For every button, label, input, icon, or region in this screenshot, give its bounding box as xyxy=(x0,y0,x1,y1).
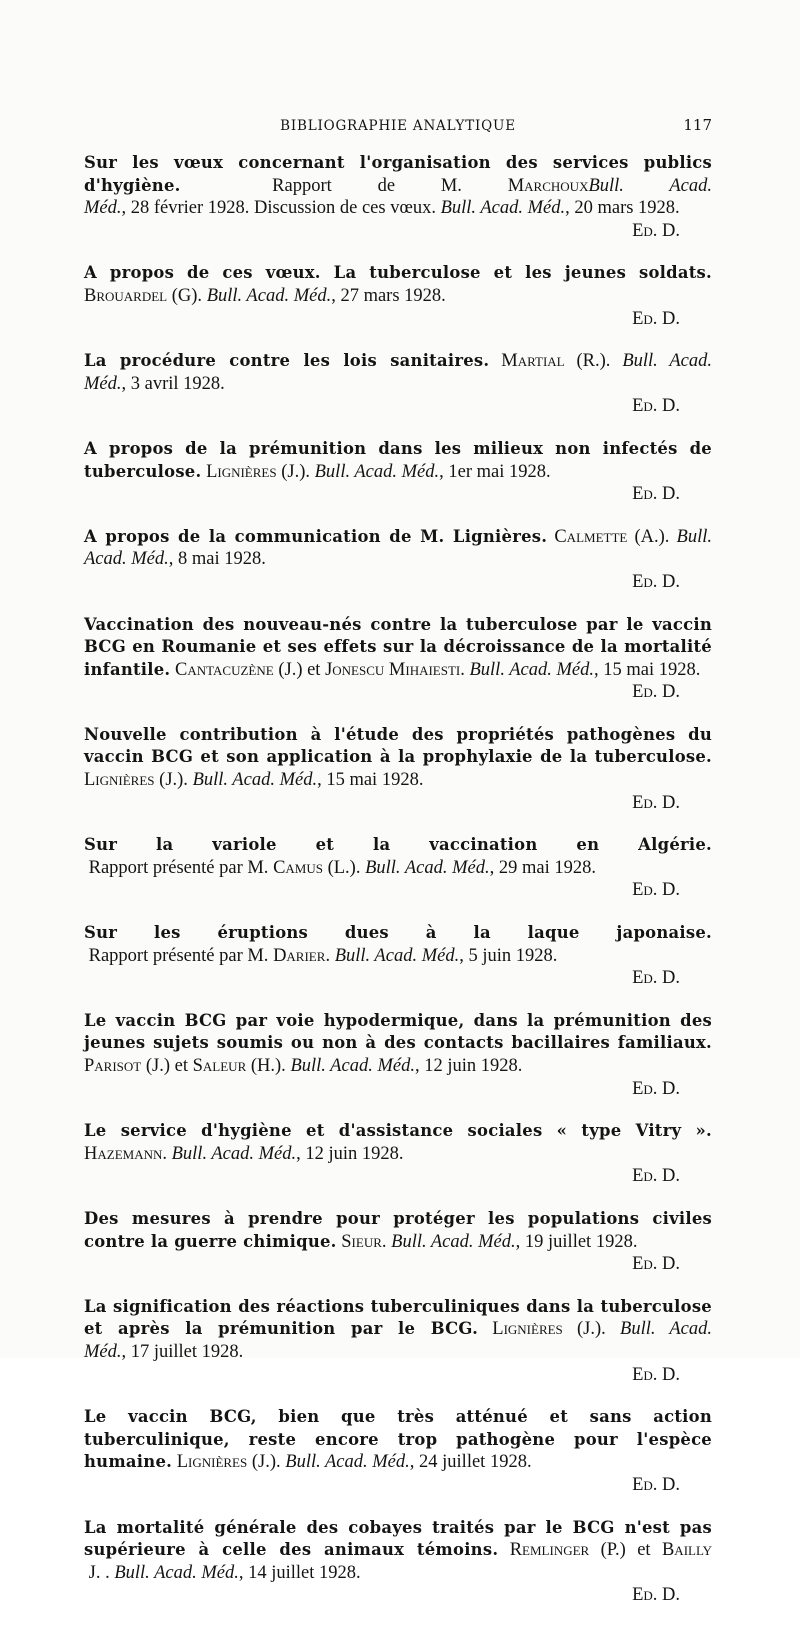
entry-editor-line xyxy=(84,220,712,243)
entry-editor: Ed. D. xyxy=(632,571,680,592)
entry-editor-line xyxy=(84,967,712,990)
entry-title: A propos de la prémunition dans les milieux non infectés de tuberculose. xyxy=(84,438,712,481)
entry-title: Des mesures à prendre pour protéger les populations civiles contre la guerre chimique. xyxy=(84,1208,712,1251)
entry-author: Camus xyxy=(273,857,323,878)
entry-author: Parisot xyxy=(84,1056,142,1076)
entry-author-initials: (J.) et xyxy=(273,659,326,680)
entry-intro: Rapport de M. xyxy=(226,175,508,196)
entry-date: , 15 mai 1928. xyxy=(317,770,424,791)
entry-editor-line xyxy=(84,1364,712,1387)
entry-author-initials: (J.) et xyxy=(141,1056,193,1076)
entry-title: Nouvelle contribution à l'étude des propriétés pathogènes du vaccin BCG et son application à la prophylaxie de la tuberculose. xyxy=(84,724,712,767)
entry-author-initials: (G). xyxy=(167,285,207,306)
entry-author-initials: (L.). xyxy=(322,857,366,878)
entry-extra: Discussion de ces vœux. xyxy=(254,198,441,219)
entry-author2-initials: . xyxy=(460,659,470,680)
entry-title: Le vaccin BCG, bien que très atténué et sans action tuberculinique, reste encore trop pathogène pour l'espèce humaine. xyxy=(84,1407,712,1472)
entry-author-initials: . xyxy=(325,945,335,966)
entry-title: La signification des réactions tuberculiniques dans la tuberculose et après la prémunition par le BCG. xyxy=(84,1296,712,1339)
entry-editor: Ed. D. xyxy=(632,682,680,703)
entry-author: Hazemann xyxy=(84,1143,163,1164)
entry-editor-line xyxy=(84,1584,712,1607)
entry-editor-line xyxy=(84,1165,712,1188)
bibliography-entry xyxy=(84,1208,712,1276)
entry-author-initials: (R.). xyxy=(564,351,623,372)
entry-editor-line xyxy=(84,681,712,704)
entry-journal: Bull. Acad. Méd. xyxy=(84,351,713,394)
entry-editor: Ed. D. xyxy=(632,1585,680,1606)
entry-journal: Bull. Acad. Méd. xyxy=(114,1562,239,1583)
entry-author-initials: (J.). xyxy=(154,770,193,791)
entry-title: La mortalité générale des cobayes traités par le BCG n'est pas supérieure à celle des animaux témoins. xyxy=(84,1517,712,1560)
entry-editor: Ed. D. xyxy=(632,1078,680,1099)
entry-editor-line xyxy=(84,1474,712,1497)
entry-editor-line xyxy=(84,1078,712,1101)
bibliography-entry xyxy=(84,350,712,418)
entry-author: Lignières xyxy=(492,1319,563,1340)
entry-date: , 5 juin 1928. xyxy=(459,945,558,966)
entry-journal: Bull. Acad. Méd. xyxy=(334,945,460,966)
running-header xyxy=(84,116,712,140)
entry-journal: Bull. Acad. Méd. xyxy=(84,1319,712,1362)
entry-author: Remlinger xyxy=(509,1540,590,1561)
entry-author-initials: . xyxy=(381,1231,392,1252)
bibliography-entry xyxy=(84,1120,712,1188)
entry-editor: Ed. D. xyxy=(632,396,680,417)
entry-title: Sur la variole et la vaccination en Algérie. xyxy=(84,835,712,855)
entry-date: , 3 avril 1928. xyxy=(121,373,225,394)
entry-editor-line xyxy=(84,792,712,815)
entry-title: Le vaccin BCG par voie hypodermique, dans la prémunition des jeunes sujets soumis ou non à des contacts bacillaires familiaux. xyxy=(84,1010,712,1053)
entry-date: , 14 juillet 1928. xyxy=(238,1562,361,1583)
bibliography-entry xyxy=(84,724,712,814)
bibliography-entry xyxy=(84,438,712,506)
entry-intro: Rapport présenté par M. xyxy=(84,945,274,966)
entry-journal: Bull. Acad. Méd. xyxy=(171,1143,297,1164)
page-number: 117 xyxy=(683,116,712,134)
entry-journal: Bull. Acad. Méd. xyxy=(314,461,440,482)
bibliography-entry xyxy=(84,1010,712,1100)
entry-journal: Bull. Acad. Méd. xyxy=(469,659,594,680)
entry-date: , 12 juin 1928. xyxy=(296,1143,404,1164)
entry-editor-line xyxy=(84,483,712,506)
entry-editor-line xyxy=(84,879,712,902)
entry-journal: Bull. Acad. Méd. xyxy=(192,770,318,791)
entry-author2-initials: J. . xyxy=(84,1562,115,1583)
entry-author-initials: (J.). xyxy=(247,1452,286,1473)
entry-author: Calmette xyxy=(554,526,628,547)
entry-journal: Bull. Acad. Méd. xyxy=(290,1056,415,1076)
entry-date: , 17 juillet 1928. xyxy=(121,1341,244,1362)
entry-editor-line xyxy=(84,571,712,594)
entry-author: Lignières xyxy=(176,1452,248,1473)
entry-date: , 1er mai 1928. xyxy=(439,461,551,482)
entry-journal: Bull. Acad. Méd. xyxy=(365,857,490,878)
entry-author2-initials: (H.). xyxy=(246,1056,291,1076)
entry-journal: Bull. Acad. Méd. xyxy=(391,1231,516,1252)
entry-author-initials: (J.). xyxy=(276,461,315,482)
bibliography-entry xyxy=(84,1517,712,1607)
entry-author-initials: (J.). xyxy=(562,1319,621,1340)
entry-title: La procédure contre les lois sanitaires. xyxy=(84,351,490,371)
entry-author: Marchoux xyxy=(507,175,589,196)
entry-author-initials: (A.). xyxy=(627,526,677,547)
entry-author: Lignières xyxy=(206,461,277,482)
bibliography-entry xyxy=(84,152,712,242)
entry-title: Sur les vœux concernant l'organisation des services publics d'hygiène. xyxy=(84,153,712,195)
entry-editor: Ed. D. xyxy=(632,792,680,813)
bibliography-entry xyxy=(84,1406,712,1496)
entry-author2: Saleur xyxy=(192,1056,247,1076)
entry-author: Cantacuzène xyxy=(175,659,274,680)
entry-editor: Ed. D. xyxy=(632,1166,680,1187)
entry-date: , 8 mai 1928. xyxy=(168,549,266,570)
entry-title: Sur les éruptions dues à la laque japonaise. xyxy=(84,923,712,943)
entry-editor: Ed. D. xyxy=(632,968,680,989)
entry-editor: Ed. D. xyxy=(632,1474,680,1495)
bibliography-list xyxy=(84,152,712,1627)
bibliography-entry xyxy=(84,922,712,990)
entry-editor-line xyxy=(84,395,712,418)
entry-author: Brouardel xyxy=(84,285,168,306)
entry-date: , 28 février 1928. xyxy=(121,198,255,219)
entry-journal: Bull. Acad. Méd. xyxy=(84,175,713,219)
entry-journal: Bull. Acad. Méd. xyxy=(206,285,332,306)
entry-author: Sieur xyxy=(341,1231,382,1252)
entry-title: A propos de la communication de M. Lignières. xyxy=(84,526,548,546)
entry-journal: Bull. Acad. Méd. xyxy=(285,1452,410,1473)
entry-author2: Jonescu Mihaiesti xyxy=(325,659,461,680)
entry-author: Lignières xyxy=(84,770,155,791)
entry-date: , 19 juillet 1928. xyxy=(515,1231,638,1252)
entry-intro: Rapport présenté par M. xyxy=(84,857,274,878)
entry-author: Darier xyxy=(273,945,326,966)
entry-author-initials: (P.) et xyxy=(589,1540,662,1561)
entry-author: Martial xyxy=(501,351,565,372)
header-title: BIBLIOGRAPHIE ANALYTIQUE xyxy=(280,118,516,134)
entry-editor-line xyxy=(84,1253,712,1276)
entry-date: , 15 mai 1928. xyxy=(594,659,701,680)
entry-editor: Ed. D. xyxy=(632,220,680,241)
bibliography-entry xyxy=(84,1296,712,1386)
entry-title: Le service d'hygiène et d'assistance sociales « type Vitry ». xyxy=(84,1121,712,1141)
entry-date2: , 20 mars 1928. xyxy=(565,198,680,219)
entry-date: , 24 juillet 1928. xyxy=(409,1452,532,1473)
entry-date: , 27 mars 1928. xyxy=(331,285,446,306)
entry-date: , 12 juin 1928. xyxy=(414,1056,523,1076)
bibliography-entry xyxy=(84,262,712,330)
bibliography-entry xyxy=(84,834,712,902)
entry-editor: Ed. D. xyxy=(632,484,680,505)
entry-author-initials: . xyxy=(162,1143,172,1164)
entry-author2: Bailly xyxy=(661,1540,712,1561)
entry-title: A propos de ces vœux. La tuberculose et les jeunes soldats. xyxy=(84,263,712,283)
entry-editor-line xyxy=(84,308,712,331)
bibliography-entry xyxy=(84,614,712,704)
entry-editor: Ed. D. xyxy=(632,1254,680,1275)
entry-editor: Ed. D. xyxy=(632,1364,680,1385)
entry-journal: Bull. Acad. Méd. xyxy=(84,526,712,570)
entry-editor: Ed. D. xyxy=(632,308,680,329)
entry-editor: Ed. D. xyxy=(632,880,680,901)
entry-title: Vaccination des nouveau-nés contre la tuberculose par le vaccin BCG en Roumanie et ses effets sur la décroissance de la mortalité infantile. xyxy=(84,614,712,679)
bibliography-entry xyxy=(84,526,712,594)
entry-journal2: Bull. Acad. Méd. xyxy=(440,198,566,219)
entry-date: , 29 mai 1928. xyxy=(489,857,596,878)
